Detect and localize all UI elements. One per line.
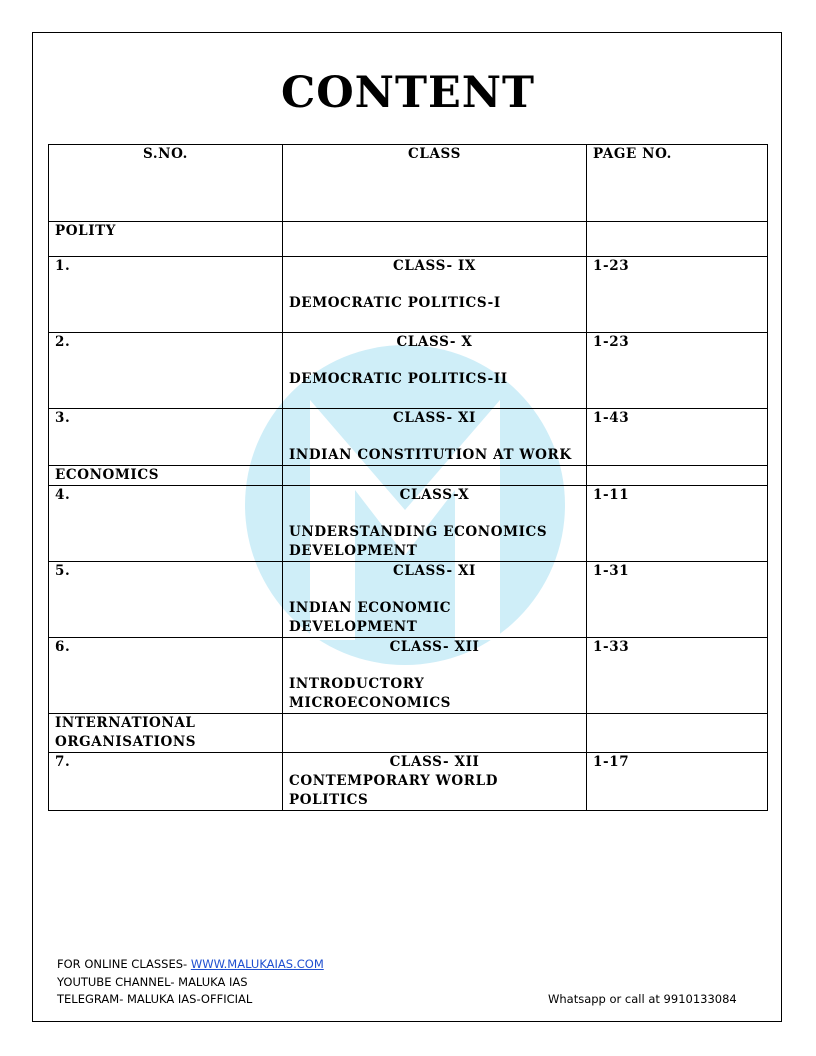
table-row [49,409,768,466]
row-book: INDIAN ECONOMIC DEVELOPMENT [289,600,452,635]
row-book: UNDERSTANDING ECONOMICS DEVELOPMENT [289,524,548,559]
row-sno: 7. [49,753,283,811]
row-class: CLASS- XI [393,410,476,426]
table-row [49,753,768,811]
row-class: CLASS- X [396,334,473,350]
footer-online-label: FOR ONLINE CLASSES- [57,957,191,971]
header-class: CLASS [283,145,587,222]
section-label: INTERNATIONAL ORGANISATIONS [49,714,283,753]
table-row [49,486,768,562]
row-sno: 1. [49,257,283,333]
row-pages: 1-17 [587,753,768,811]
table-row [49,257,768,333]
row-sno: 4. [49,486,283,562]
table-row [49,638,768,714]
row-pages: 1-23 [587,333,768,409]
header-page-no: PAGE NO. [587,145,768,222]
row-pages: 1-11 [587,486,768,562]
row-pages: 1-31 [587,562,768,638]
row-sno: 3. [49,409,283,466]
row-pages: 1-23 [587,257,768,333]
row-class: CLASS- IX [393,258,476,274]
row-book: CONTEMPORARY WORLD POLITICS [289,773,499,808]
header-sno: S.NO. [49,145,283,222]
footer-telegram: TELEGRAM- MALUKA IAS-OFFICIAL [57,992,253,1006]
page-title: CONTENT [280,68,536,118]
section-label: ECONOMICS [49,466,283,486]
row-book: DEMOCRATIC POLITICS-I [289,295,501,311]
row-class: CLASS-X [399,487,470,503]
section-row-economics [49,466,768,486]
footer-whatsapp: Whatsapp or call at 9910133084 [548,992,737,1006]
website-link[interactable]: WWW.MALUKAIAS.COM [190,957,324,971]
table-header-row [49,145,768,222]
table-row [49,562,768,638]
row-class: CLASS- XII [389,754,480,770]
row-sno: 6. [49,638,283,714]
row-class: CLASS- XI [393,563,476,579]
section-row-international [49,714,768,753]
footer-youtube: YOUTUBE CHANNEL- MALUKA IAS [57,975,248,989]
row-pages: 1-33 [587,638,768,714]
row-sno: 5. [49,562,283,638]
row-pages: 1-43 [587,409,768,466]
section-label: POLITY [49,222,283,257]
contents-table [48,144,768,811]
table-row [49,333,768,409]
footer-online-classes [57,956,324,973]
row-class: CLASS- XII [389,639,480,655]
row-book: INTRODUCTORY MICROECONOMICS [289,676,452,711]
section-row-polity [49,222,768,257]
row-book: INDIAN CONSTITUTION AT WORK [289,447,572,463]
row-sno: 2. [49,333,283,409]
row-book: DEMOCRATIC POLITICS-II [289,371,508,387]
